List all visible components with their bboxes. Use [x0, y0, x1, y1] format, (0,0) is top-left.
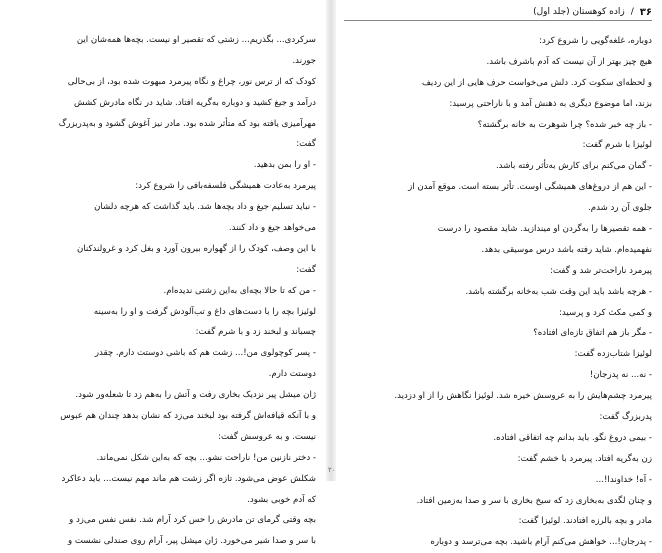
running-title: زاده کوهستان (جلد اول) — [533, 7, 625, 17]
text-line: دوستت دارم. — [268, 369, 316, 380]
text-line: - مگر باز هم اتفاق تازه‌ای افتاده؟ — [533, 328, 652, 339]
page-number: ۳۶ — [639, 6, 652, 18]
text-line: - آه! خداوندا!... — [595, 474, 652, 485]
right-page-text — [344, 31, 652, 553]
text-line: گفت: — [296, 139, 316, 150]
text-line: مادر و بچه با‌لرزه افتادند. لوئیزا گفت: — [518, 516, 652, 527]
running-header — [344, 4, 652, 21]
text-line: ژان میشل پیر نزدیک بخاری رفت و آتش را به‌هم زد تا شعله‌ور شود. — [75, 390, 316, 401]
text-line: پیرمرد به‌عادت همیشگی فلسفه‌بافی را شروع کرد: — [135, 181, 316, 192]
text-line: که آدم خوبی بشود. — [247, 494, 316, 505]
text-line: می‌خواهد جیغ و داد کنند. — [228, 223, 316, 234]
text-line: - پسر کوچولوی من!... زشت هم که باشی دوستت دارم. چقدر — [94, 348, 316, 359]
text-line: درآمد و جیغ کشید و دوباره به‌گریه افتاد. شاید در نگاه مادرش کشش — [74, 97, 316, 108]
text-line: پیرمرد چشم‌هایش را به عروسش خیره شد. لوئیزا نگاهش را از او دزدید. — [394, 391, 652, 402]
text-line: و با آنکه قیافه‌اش گرفته بود لبخند می‌زد که نشان بدهد چندان هم عبوس — [60, 411, 316, 422]
text-line: و چنان لگدی به‌بخاری زد که سیخ بخاری با سر و صدا به‌زمین افتاد. — [416, 495, 652, 506]
text-line: چسباند و لبخند زد و با شرم گفت: — [195, 327, 316, 338]
text-line: - من که تا حالا بچه‌ای به‌این زشتی ندیده‌ام. — [163, 285, 316, 296]
book-gutter — [326, 0, 336, 481]
text-line: با این وصف، کودک را از گهواره بیرون آورد و بغل کرد و غرولندکنان — [76, 243, 316, 254]
text-line: بزند، اما موضوع دیگری به ذهنش آمد و با ناراحتی پرسید: — [449, 98, 652, 109]
text-line: بچه وقتی گرمای تن مادرش را حس کرد آرام شد. نفس نفس می‌زد و — [69, 515, 316, 526]
text-line: لوئیزا بچه را با دست‌های داغ و تب‌آلودش گرفت و او را به‌سینه — [93, 306, 316, 317]
text-line: - پدرجان!... خواهش می‌کنم آرام باشید. بچه می‌ترسد و دوباره — [430, 537, 652, 548]
text-line: شکلش عوض می‌شود. تازه اگر زشت هم ماند مهم نیست... باید دعاکرد — [61, 473, 316, 484]
text-line: گفت: — [296, 264, 316, 275]
text-line: هیچ چیز بهتر از آن نیست که آدم باشرف باشد. — [486, 56, 652, 67]
text-line: نیست. و به عروسش گفت: — [218, 431, 316, 442]
text-line: - نه... نه پدرجان! — [589, 370, 652, 381]
gutter-mark: ۲۰ — [328, 466, 336, 474]
text-line: - نباید تسلیم جیغ و داد بچه‌ها شد. باید گذاشت که هرچه دلشان — [94, 202, 316, 213]
left-page-text — [12, 30, 316, 552]
left-page — [0, 0, 326, 547]
text-line: زن به‌گریه افتاد. پیرمرد با خشم گفت: — [517, 453, 652, 464]
text-line: دوباره، غلغه‌گویی را شروع کرد: — [539, 36, 652, 46]
text-line: لوئیزا با شرم گفت: — [582, 140, 652, 151]
text-line: - باز چه خبر شده؟ چرا شوهرت به خانه برگشته؟ — [477, 119, 652, 130]
text-line: و کمی مکث کرد و پرسید: — [559, 307, 652, 318]
text-line: جورند. — [292, 55, 316, 66]
text-line: - همه تقصیرها را به‌گردن او میندازید. شاید مقصود را درست — [437, 224, 652, 235]
text-line: کودک که از ترس نور، چراغ و نگاه پیرمرد مبهوت شده بود، از بی‌حالی — [67, 76, 316, 87]
text-line: لوئیزا شتاب‌زده گفت: — [574, 349, 652, 360]
text-line: - این هم از دروغ‌های همیشگی اوست. تأثر بسته است. موقع آمدن از — [408, 182, 652, 193]
text-line: سرکردی... بگذریم... زشتی که تقصیر او نیست. بچه‌ها همه‌شان این — [76, 35, 316, 45]
text-line: - گمان می‌کنم برای کارش به‌تأثر رفته باشد. — [495, 161, 652, 172]
text-line: پیرمرد ناراحت‌تر شد و گفت: — [550, 265, 652, 276]
right-page — [336, 0, 662, 548]
text-line: نفهمیده‌ام. شاید رفته باشد درس موسیقی بدهد. — [481, 244, 652, 255]
text-line: با سر و صدا شیر می‌خورد. ژان میشل پیر، آرام روی صندلی نشست و — [67, 536, 316, 547]
text-line: جلوی آن رد شدم. — [588, 203, 652, 214]
header-separator: / — [630, 7, 634, 17]
text-line: پدربزرگ گفت: — [599, 412, 652, 423]
text-line: - او را بمن بدهید. — [253, 160, 316, 171]
text-line: - هرچه باشد باید این وقت شب به‌خانه برگشته باشد. — [465, 286, 652, 297]
text-line: مهرآمیزی یافته بود که متأثر شده بود. مادر نیز آغوش گشود و به‌پدربزرگ — [58, 118, 316, 129]
text-line: - بیمی دروغ نگو. باید بدانم چه اتفاقی افتاده. — [493, 432, 652, 443]
text-line: و لحظه‌ای سکوت کرد. دلش می‌خواست حرف هایی از این ردیف — [421, 77, 652, 88]
text-line: - دختر نازنین من! ناراحت نشو... بچه که به‌این شکل نمی‌ماند. — [96, 452, 316, 463]
